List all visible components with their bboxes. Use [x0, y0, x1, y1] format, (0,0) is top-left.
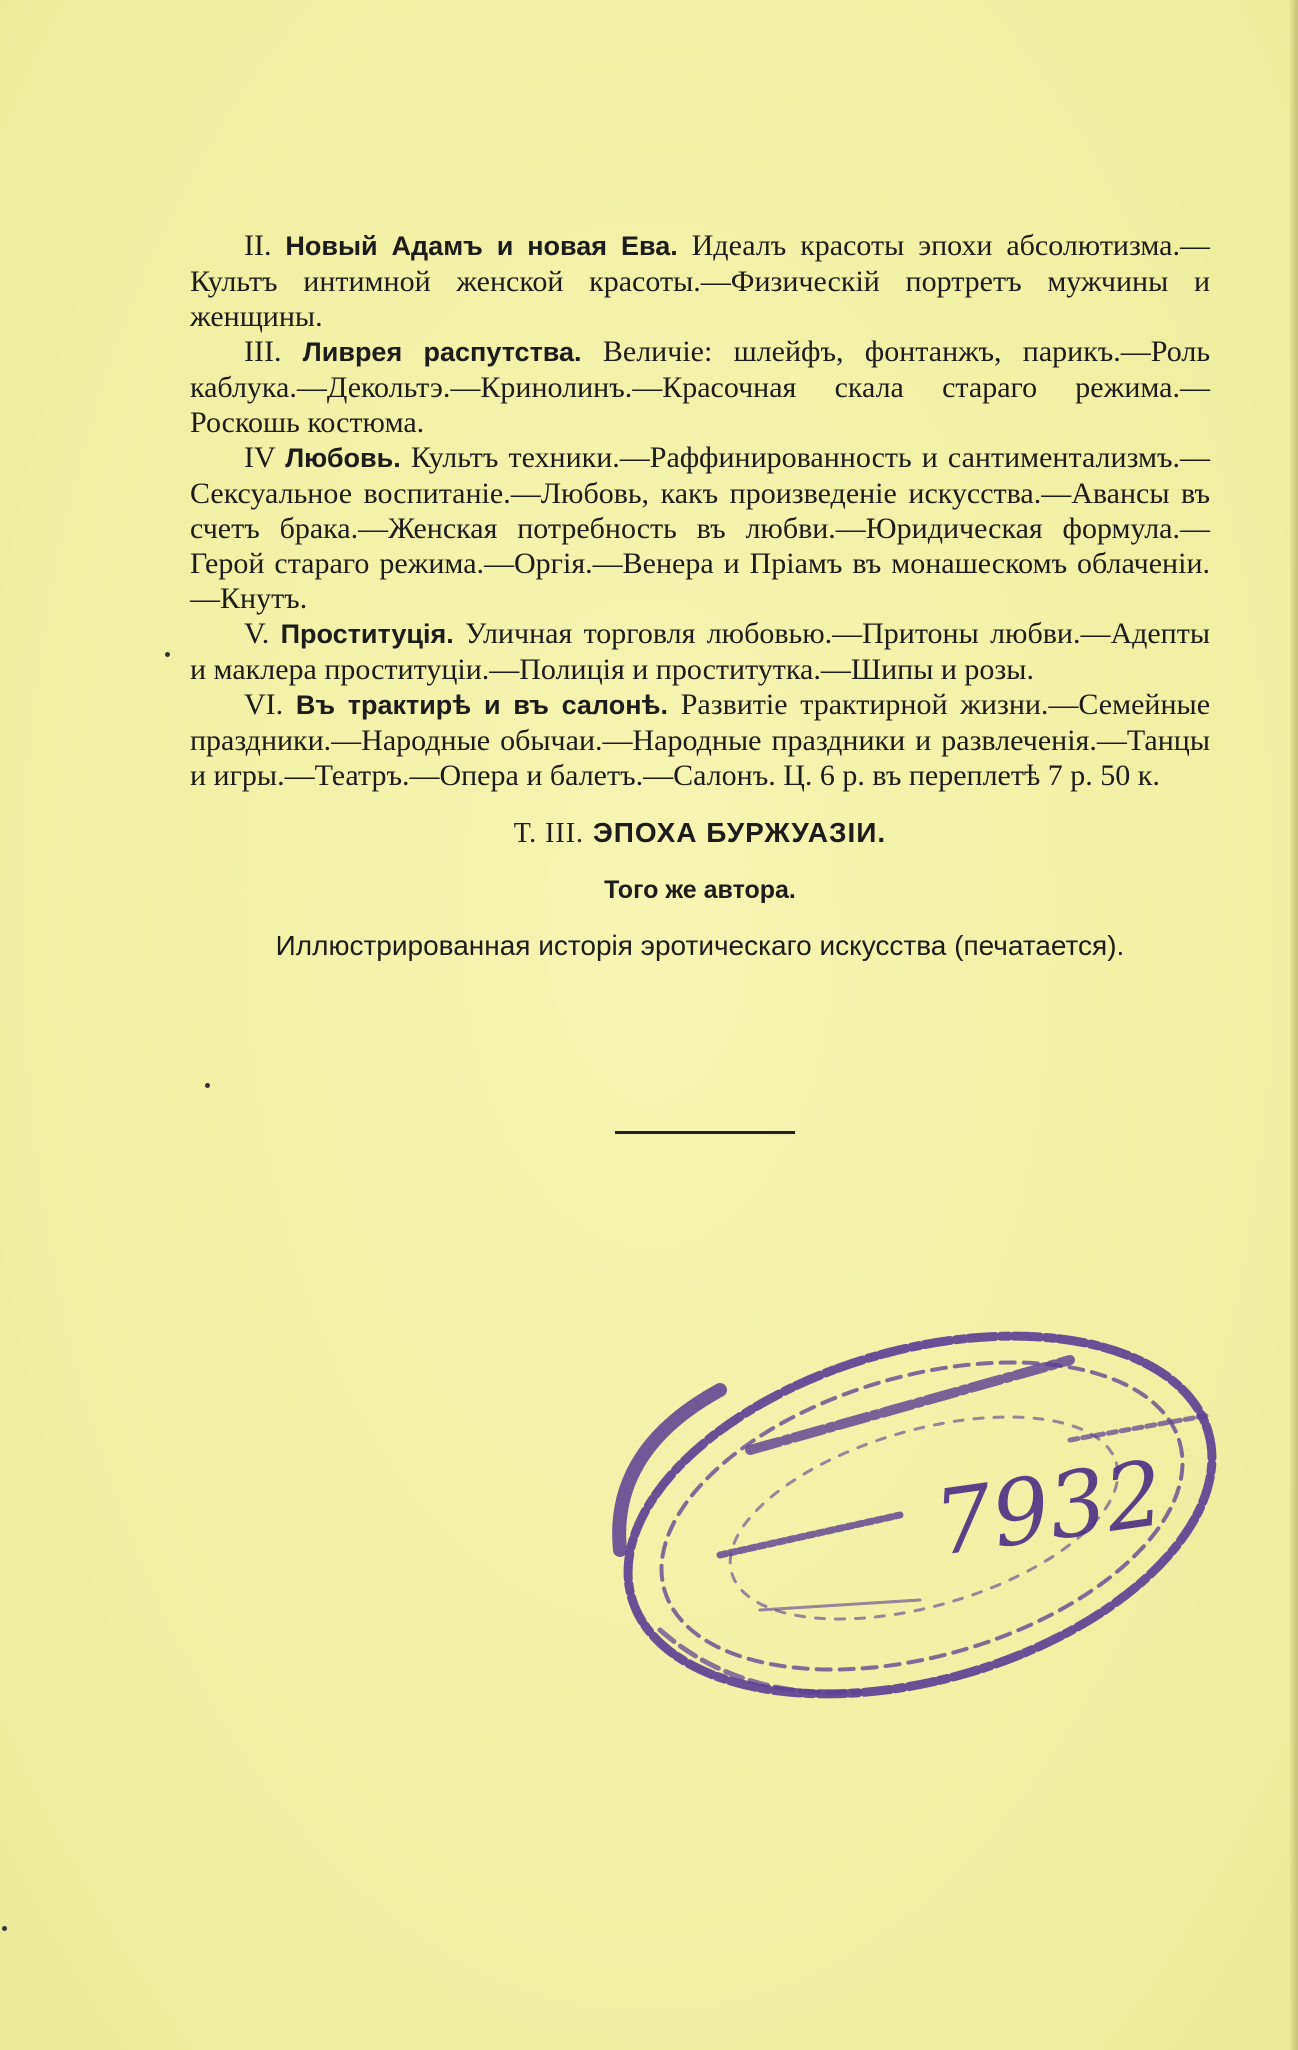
page-edge: [1290, 0, 1298, 2050]
section-2-heading: Новый Адамъ и новая Ева.: [285, 231, 678, 261]
section-3: [190, 334, 1210, 440]
ink-speck: [2, 1926, 7, 1931]
forthcoming-title: Иллюстрированная исторія эротическаго искусства (печатается).: [275, 930, 1125, 961]
library-stamp: [600, 1300, 1250, 1750]
section-4-heading: Любовь.: [285, 443, 401, 473]
volume-title: [190, 815, 1210, 851]
book-contents: [190, 228, 1210, 963]
section-5-heading: Проституція.: [280, 619, 454, 649]
section-3-numeral: III.: [244, 335, 282, 368]
section-5: [190, 616, 1210, 687]
section-6-text: Развитіе трактирной жизни.—Семейные праздники.—Народные обычаи.—Народные праздники и развлеченія.—Танцы и игры.—Театръ.—Опера и балетъ.—Салонъ.: [190, 688, 1211, 792]
section-6-heading: Въ трактирѣ и въ салонѣ.: [295, 690, 669, 720]
stamp-number: 7932: [928, 1440, 1170, 1577]
section-4: [190, 440, 1210, 616]
section-2-text: Идеалъ красоты эпохи абсолютизма.—Культъ интимной женской красоты.—Физическій портретъ мужчины и женщины.: [190, 229, 1210, 333]
section-5-numeral: V.: [244, 617, 270, 650]
section-3-heading: Ливрея распутства.: [302, 337, 582, 367]
volume-prefix: Т. III.: [513, 818, 585, 849]
same-author-heading: Того же автора.: [604, 876, 796, 904]
ink-speck: [165, 652, 170, 657]
section-3-text: Величіе: шлейфъ, фонтанжъ, парикъ.—Роль каблука.—Декольтэ.—Кринолинъ.—Красочная скала стараго режима.—Роскошь костюма.: [190, 335, 1211, 439]
section-6: [190, 687, 1210, 793]
ink-speck: [205, 1083, 210, 1088]
section-6-numeral: VI.: [244, 688, 284, 721]
price-note: Ц. 6 р. въ переплетѣ 7 р. 50 к.: [783, 759, 1160, 792]
volume-name: ЭПОХА БУРЖУАЗІИ.: [592, 817, 887, 848]
section-2-numeral: II.: [244, 229, 272, 262]
section-4-text: Культъ техники.—Раффинированность и сантиментализмъ.—Сексуальное воспитаніе.—Любовь, какъ произведеніе искусства.—Авансы въ счетъ брака.—Женская потребность въ любви.—Юридическая формула.—Герой стараго режима.—Оргія.—Венера и Пріамъ въ монашескомъ облаченіи.—Кнутъ.: [190, 441, 1210, 615]
section-2: [190, 228, 1210, 334]
section-5-text: Уличная торговля любовью.—Притоны любви.—Адепты и маклера проституціи.—Полиція и проститутка.—Шипы и розы.: [190, 617, 1211, 686]
decorative-rule: [615, 1131, 795, 1134]
section-4-numeral: IV: [244, 441, 276, 474]
